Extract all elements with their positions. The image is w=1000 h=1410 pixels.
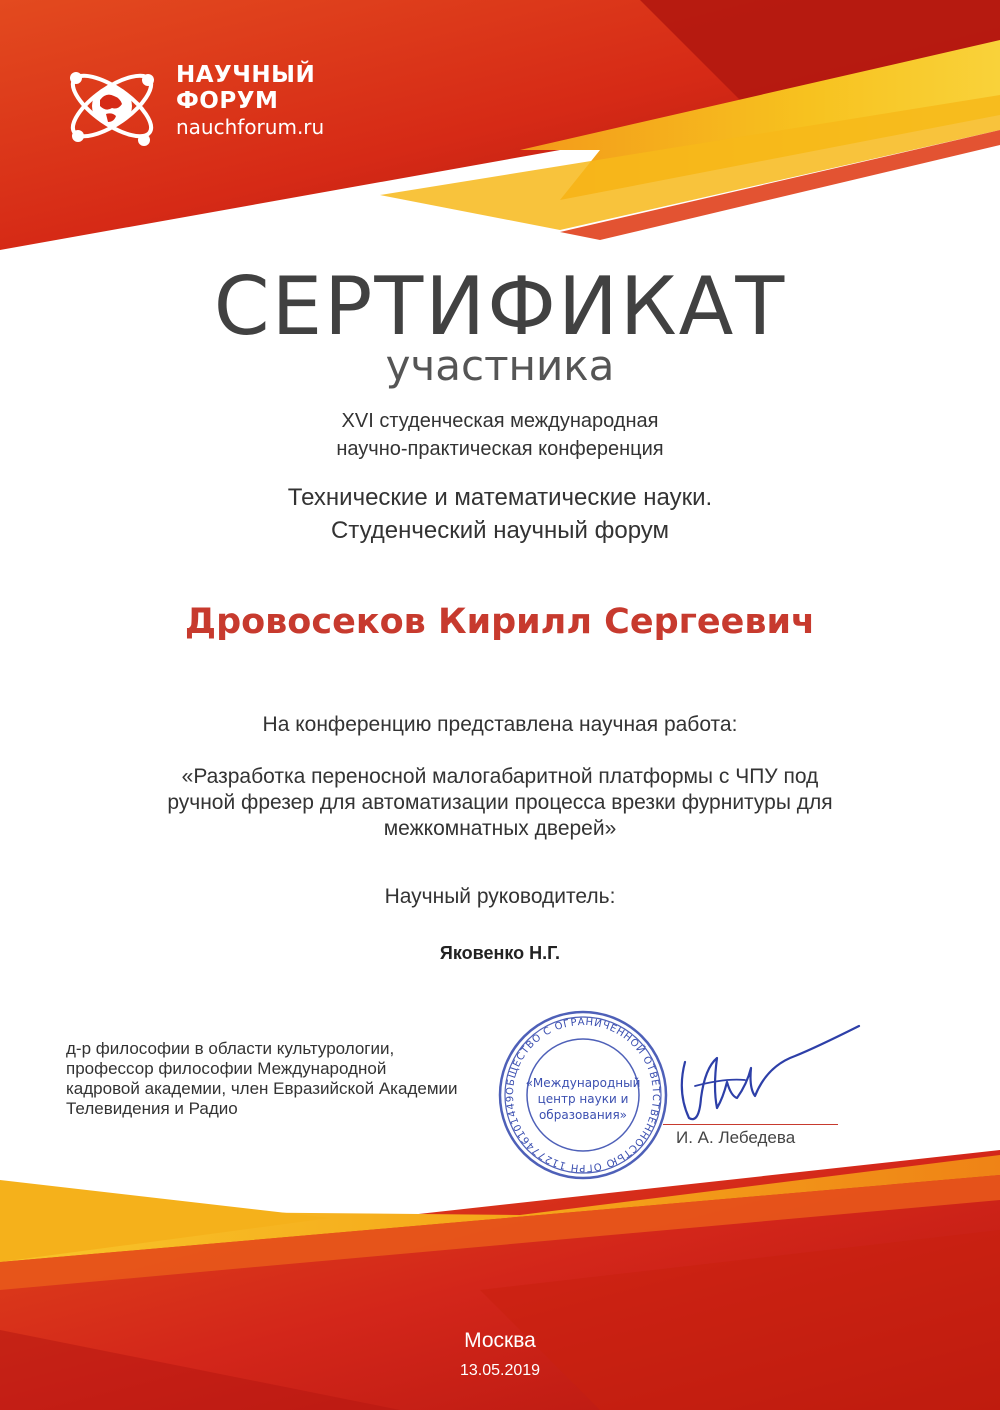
logo-line1: НАУЧНЫЙ: [176, 62, 316, 88]
advisor-name: Яковенко Н.Г.: [439, 943, 561, 963]
section-name: [0, 481, 1000, 547]
work-title: [60, 764, 940, 842]
stamp-center-line2: центр науки и: [537, 1092, 629, 1106]
certificate-subtitle: участника: [385, 341, 615, 390]
signature: [655, 1022, 865, 1132]
conference-line1: XVI студенческая международная: [341, 410, 659, 432]
logo-text: [176, 62, 324, 140]
signer-title-line4: Телевидения и Радио: [66, 1099, 238, 1118]
date: 13.05.2019: [459, 1362, 541, 1379]
certificate-title: СЕРТИФИКАТ: [213, 260, 787, 353]
logo[interactable]: [62, 56, 362, 156]
work-title-line3: межкомнатных дверей»: [383, 817, 617, 840]
presented-label: На конференцию представлена научная работа:: [262, 713, 738, 736]
stamp: [497, 1009, 669, 1181]
atom-globe-icon: [62, 56, 162, 156]
work-title-line2: ручной фрезер для автоматизации процесса врезки фурнитуры для: [167, 791, 833, 814]
logo-line2: ФОРУМ: [176, 88, 279, 114]
conference-name: [0, 407, 1000, 463]
advisor-label: Научный руководитель:: [384, 885, 616, 908]
signer-title-line2: профессор философии Международной: [66, 1059, 387, 1078]
signer-title-line3: кадровой академии, член Евразийской Академии: [66, 1079, 458, 1098]
signer-title: [66, 1039, 536, 1119]
stamp-center-line1: «Международный: [525, 1076, 641, 1090]
stamp-center-line3: образования»: [538, 1108, 628, 1122]
logo-url[interactable]: nauchforum.ru: [176, 115, 325, 139]
signer-name: И. А. Лебедева: [676, 1128, 796, 1147]
participant-name: Дровосеков Кирилл Сергеевич: [184, 602, 816, 642]
stamp-ring-text: ОБЩЕСТВО С ОГРАНИЧЕННОЙ ОТВЕТСТВЕННОСТЬЮ ОГРН 1127746101449: [504, 1016, 662, 1174]
work-title-line1: «Разработка переносной малогабаритной платформы с ЧПУ под: [181, 765, 819, 788]
conference-line2: научно-практическая конференция: [336, 438, 664, 460]
city: Москва: [464, 1329, 536, 1352]
signer-title-line1: д-р философии в области культурологии,: [66, 1039, 395, 1058]
section-line1: Технические и математические науки.: [287, 484, 713, 511]
section-line2: Студенческий научный форум: [330, 517, 670, 544]
